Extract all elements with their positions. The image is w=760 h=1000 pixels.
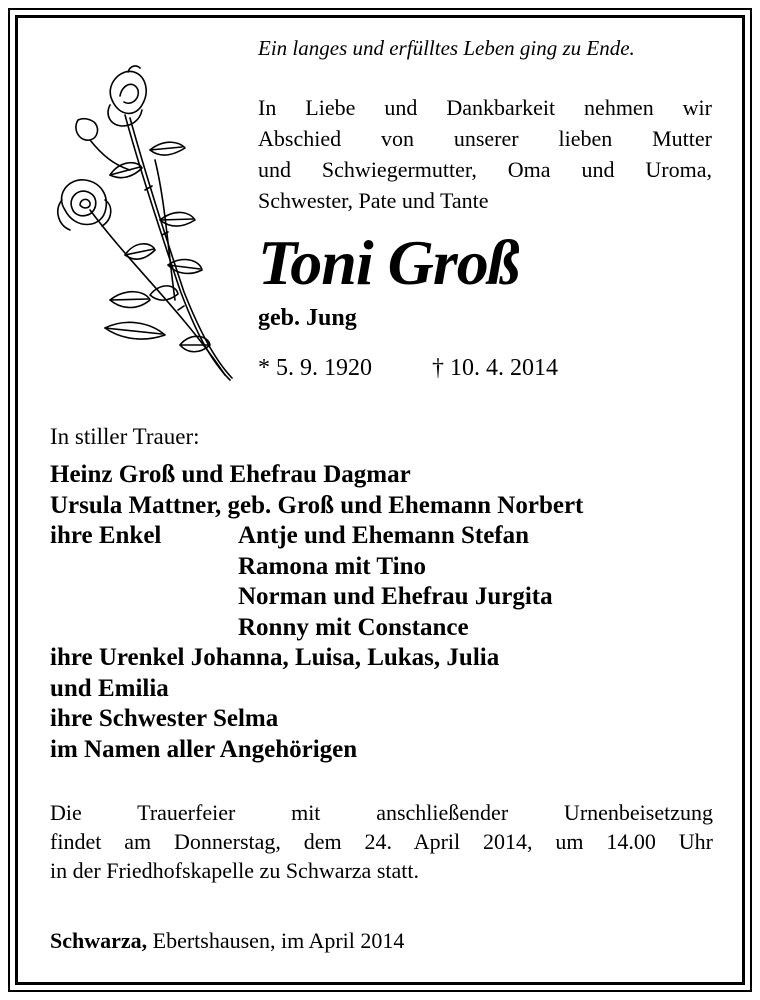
grandchildren-row — [50, 521, 583, 552]
grandchildren-label: ihre Enkel — [50, 522, 162, 549]
birth-date: * 5. 9. 1920 — [258, 355, 372, 381]
rose-icon — [50, 60, 240, 385]
mourning-label: In stiller Trauer: — [50, 424, 200, 449]
ceremony-line: Die Trauerfeier mit anschließender Urnenbeisetzung — [50, 800, 713, 825]
ceremony-line: in der Friedhofskapelle zu Schwarza statt. — [50, 858, 419, 883]
birth-name: geb. Jung — [258, 305, 357, 331]
intro-text — [258, 92, 712, 216]
grandchildren-row — [50, 582, 583, 613]
family-line: im Namen aller Angehörigen — [50, 735, 358, 763]
death-date: † 10. 4. 2014 — [432, 355, 558, 381]
motto: Ein langes und erfülltes Leben ging zu Ende. — [258, 36, 635, 60]
intro-line: Abschied von unserer lieben Mutter — [258, 126, 712, 151]
grandchild: Antje und Ehemann Stefan — [238, 522, 530, 549]
family-line: ihre Urenkel Johanna, Luisa, Lukas, Julia — [50, 644, 500, 671]
ceremony-line: findet am Donnerstag, dem 24. April 2014, um 14.00 Uhr — [50, 829, 713, 854]
intro-line: Schwester, Pate und Tante — [258, 188, 489, 213]
grandchildren-row — [50, 552, 583, 583]
intro-line: In Liebe und Dankbarkeit nehmen wir — [258, 95, 712, 120]
grandchild: Ramona mit Tino — [238, 552, 427, 580]
closing-place: Schwarza, — [50, 928, 148, 953]
intro-line: und Schwiegermutter, Oma und Uroma, — [258, 157, 712, 182]
family-list — [50, 460, 583, 765]
closing-rest: Ebertshausen, im April 2014 — [147, 928, 405, 953]
grandchild: Norman und Ehefrau Jurgita — [238, 583, 553, 610]
ceremony-text — [50, 798, 713, 885]
family-line: Ursula Mattner, geb. Groß und Ehemann Norbert — [50, 491, 584, 519]
family-line: und Emilia — [50, 674, 169, 702]
family-line: Heinz Groß und Ehefrau Dagmar — [50, 461, 411, 488]
deceased-name: Toni Groß — [258, 227, 519, 298]
grandchildren-row — [50, 613, 583, 644]
closing-line — [50, 928, 404, 954]
life-dates — [258, 355, 558, 382]
grandchild: Ronny mit Constance — [238, 613, 469, 641]
family-line: ihre Schwester Selma — [50, 705, 279, 732]
